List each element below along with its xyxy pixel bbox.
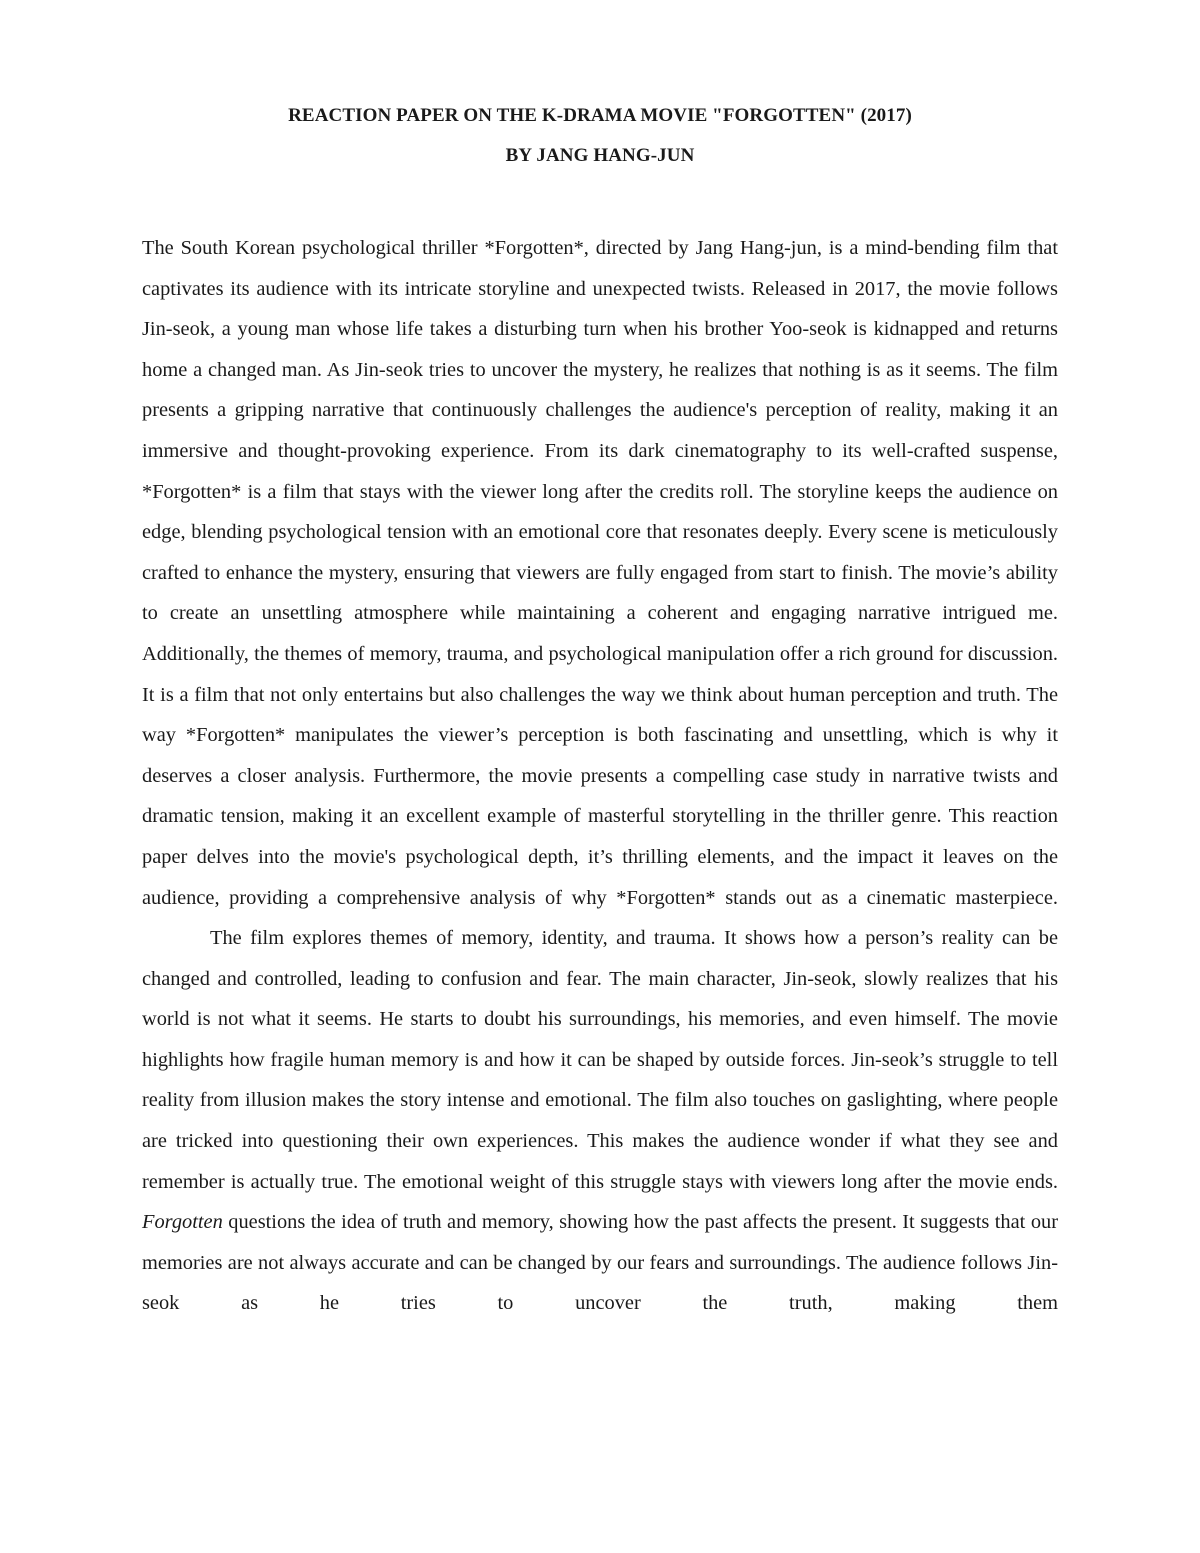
paragraph-1: The South Korean psychological thriller *Forgotten*, directed by Jang Hang-jun, is a mind-bending film that captivates its audience with its intricate storyline and unexpected twists. Released in 2017, the movie follows Jin-seok, a young man whose life takes a disturbing turn when his brother Yoo-seok is kidnapped and returns home a changed man. As Jin-seok tries to uncover the mystery, he realizes that nothing is as it seems. The film presents a gripping narrative that continuously challenges the audience's perception of reality, making it an immersive and thought-provoking experience. From its dark cinematography to its well-crafted suspense, *Forgotten* is a film that stays with the viewer long after the credits roll. The storyline keeps the audience on edge, blending psychological tension with an emotional core that resonates deeply. Every scene is meticulously crafted to enhance the mystery, ensuring that viewers are fully engaged from start to finish. The movie’s ability to create an unsettling atmosphere while maintaining a coherent and engaging narrative intrigued me. Additionally, the themes of memory, trauma, and psychological manipulation offer a rich ground for discussion. It is a film that not only entertains but also challenges the way we think about human perception and truth. The way *Forgotten* manipulates the viewer’s perception is both fascinating and unsettling, which is why it deserves a closer analysis. Furthermore, the movie presents a compelling case study in narrative twists and dramatic tension, making it an excellent example of masterful storytelling in the thriller genre. This reaction paper delves into the movie's psychological depth, it’s thrilling elements, and the impact it leaves on the audience, providing a comprehensive analysis of why *Forgotten* stands out as a cinematic masterpiece. (142, 237, 1058, 909)
document-body (142, 228, 1058, 1324)
paragraph-2 (142, 918, 1058, 1324)
title-line-1: REACTION PAPER ON THE K-DRAMA MOVIE "FORGOTTEN" (2017) (288, 105, 912, 126)
document-title (142, 96, 1058, 176)
paragraph-2-text-b: questions the idea of truth and memory, showing how the past affects the present. It suggests that our memories are not always accurate and can be changed by our fears and surroundings. The audience follows Jin-seok as he tries to uncover the truth, making them (142, 1211, 1058, 1315)
title-line-2: BY JANG HANG-JUN (505, 145, 695, 166)
paragraph-2-text-a: The film explores themes of memory, identity, and trauma. It shows how a person’s reality can be changed and controlled, leading to confusion and fear. The main character, Jin-seok, slowly realizes that his world is not what it seems. He starts to doubt his surroundings, his memories, and even himself. The movie highlights how fragile human memory is and how it can be shaped by outside forces. Jin-seok’s struggle to tell reality from illusion makes the story intense and emotional. The film also touches on gaslighting, where people are tricked into questioning their own experiences. This makes the audience wonder if what they see and remember is actually true. The emotional weight of this struggle stays with viewers long after the movie ends. (142, 927, 1058, 1193)
paragraph-2-film-title: Forgotten (142, 1211, 223, 1234)
